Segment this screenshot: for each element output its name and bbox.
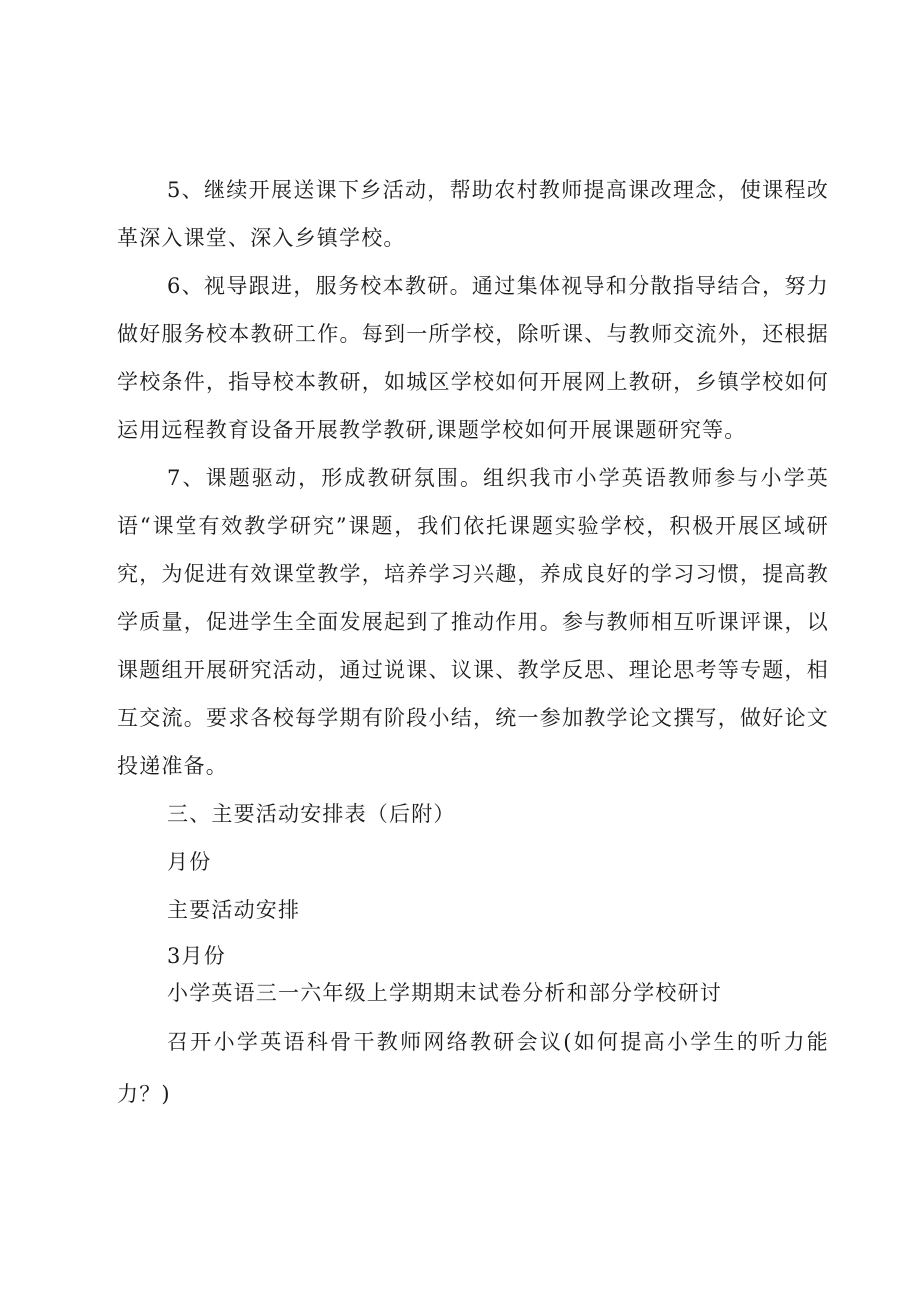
- section-heading: 三、主要活动安排表（后附）: [167, 802, 456, 826]
- table-header-activity: 主要活动安排: [167, 898, 301, 922]
- month-march: 3月份: [167, 944, 226, 968]
- document-page: [117, 166, 829, 1120]
- table-header-month: 月份: [167, 850, 212, 874]
- paragraph-5: 5、继续开展送课下乡活动，帮助农村教师提高课改理念，使课程改革深入课堂、深入乡镇学校。: [117, 178, 829, 250]
- march-activity-1: 小学英语三一六年级上学期期末试卷分析和部分学校研讨: [167, 981, 722, 1005]
- paragraph-7: 7、课题驱动，形成教研氛围。组织我市小学英语教师参与小学英语“课堂有效教学研究”课题，我们依托课题实验学校，积极开展区域研究，为促进有效课堂教学，培养学习兴趣，养成良好的学习习惯，提高教学质量，促进学生全面发展起到了推动作用。参与教师相互听课评课，以课题组开展研究活动，通过说课、议课、教学反思、理论思考等专题，相互交流。要求各校每学期有阶段小结，统一参加教学论文撰写，做好论文投递准备。: [117, 466, 829, 778]
- march-activity-2: 召开小学英语科骨干教师网络教研会议(如何提高小学生的听力能力？): [117, 1030, 829, 1106]
- paragraph-6: 6、视导跟进，服务校本教研。通过集体视导和分散指导结合，努力做好服务校本教研工作。每到一所学校，除听课、与教师交流外，还根据学校条件，指导校本教研，如城区学校如何开展网上教研，乡镇学校如何运用远程教育设备开展教学教研,课题学校如何开展课题研究等。: [117, 274, 829, 442]
